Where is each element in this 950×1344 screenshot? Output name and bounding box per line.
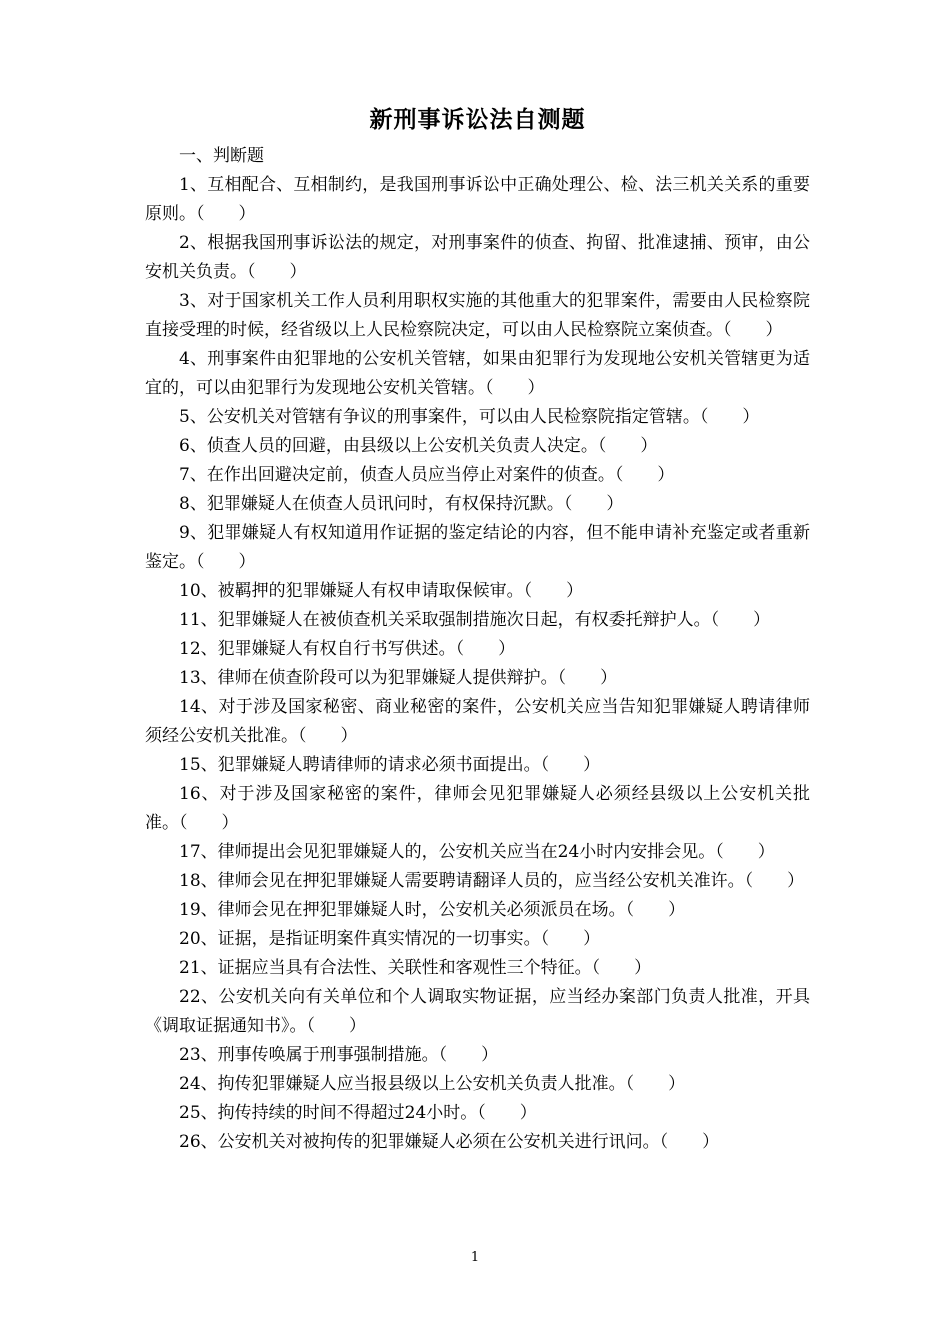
question-item: 13、律师在侦查阶段可以为犯罪嫌疑人提供辩护。（ ） xyxy=(179,668,618,688)
section-heading: 一、判断题 xyxy=(179,146,264,166)
question-item: 2、根据我国刑事诉讼法的规定，对刑事案件的侦查、拘留、批准逮捕、预审，由公安机关负责。（ ） xyxy=(145,233,810,282)
question-item: 12、犯罪嫌疑人有权自行书写供述。（ ） xyxy=(179,639,516,659)
question-item: 19、律师会见在押犯罪嫌疑人时，公安机关必须派员在场。（ ） xyxy=(179,900,686,920)
question-item: 5、公安机关对管辖有争议的刑事案件，可以由人民检察院指定管辖。（ ） xyxy=(179,407,760,427)
question-item: 26、公安机关对被拘传的犯罪嫌疑人必须在公安机关进行讯问。（ ） xyxy=(179,1132,720,1152)
question-item: 24、拘传犯罪嫌疑人应当报县级以上公安机关负责人批准。（ ） xyxy=(179,1074,686,1094)
question-item: 15、犯罪嫌疑人聘请律师的请求必须书面提出。（ ） xyxy=(179,755,601,775)
question-list xyxy=(145,171,810,1157)
question-item: 18、律师会见在押犯罪嫌疑人需要聘请翻译人员的，应当经公安机关准许。（ ） xyxy=(179,871,805,891)
question-item: 25、拘传持续的时间不得超过24小时。（ ） xyxy=(179,1103,537,1123)
question-item: 1、互相配合、互相制约，是我国刑事诉讼中正确处理公、检、法三机关关系的重要原则。（ ） xyxy=(145,175,810,224)
question-item: 9、犯罪嫌疑人有权知道用作证据的鉴定结论的内容，但不能申请补充鉴定或者重新鉴定。（ ） xyxy=(145,523,810,572)
question-item: 20、证据，是指证明案件真实情况的一切事实。（ ） xyxy=(179,929,601,949)
question-item: 6、侦查人员的回避，由县级以上公安机关负责人决定。（ ） xyxy=(179,436,658,456)
question-item: 7、在作出回避决定前，侦查人员应当停止对案件的侦查。（ ） xyxy=(179,465,675,485)
question-item: 11、犯罪嫌疑人在被侦查机关采取强制措施次日起，有权委托辩护人。（ ） xyxy=(179,610,771,630)
question-item: 4、刑事案件由犯罪地的公安机关管辖，如果由犯罪行为发现地公安机关管辖更为适宜的，可以由犯罪行为发现地公安机关管辖。（ ） xyxy=(145,349,810,398)
document-page xyxy=(145,100,810,1157)
question-item: 16、对于涉及国家秘密的案件，律师会见犯罪嫌疑人必须经县级以上公安机关批准。（ ） xyxy=(145,784,810,833)
question-item: 23、刑事传唤属于刑事强制措施。（ ） xyxy=(179,1045,499,1065)
question-item: 21、证据应当具有合法性、关联性和客观性三个特征。（ ） xyxy=(179,958,652,978)
question-item: 22、公安机关向有关单位和个人调取实物证据，应当经办案部门负责人批准，开具《调取证据通知书》。（ ） xyxy=(145,987,810,1036)
page-number: 1 xyxy=(470,1250,480,1265)
question-item: 3、对于国家机关工作人员利用职权实施的其他重大的犯罪案件，需要由人民检察院直接受理的时候，经省级以上人民检察院决定，可以由人民检察院立案侦查。（ ） xyxy=(145,291,810,340)
question-item: 8、犯罪嫌疑人在侦查人员讯问时，有权保持沉默。（ ） xyxy=(179,494,624,514)
document-title: 新刑事诉讼法自测题 xyxy=(369,106,586,133)
question-item: 10、被羁押的犯罪嫌疑人有权申请取保候审。（ ） xyxy=(179,581,584,601)
question-item: 17、律师提出会见犯罪嫌疑人的，公安机关应当在24小时内安排会见。（ ） xyxy=(179,842,775,862)
question-item: 14、对于涉及国家秘密、商业秘密的案件，公安机关应当告知犯罪嫌疑人聘请律师须经公安机关批准。（ ） xyxy=(145,697,810,746)
